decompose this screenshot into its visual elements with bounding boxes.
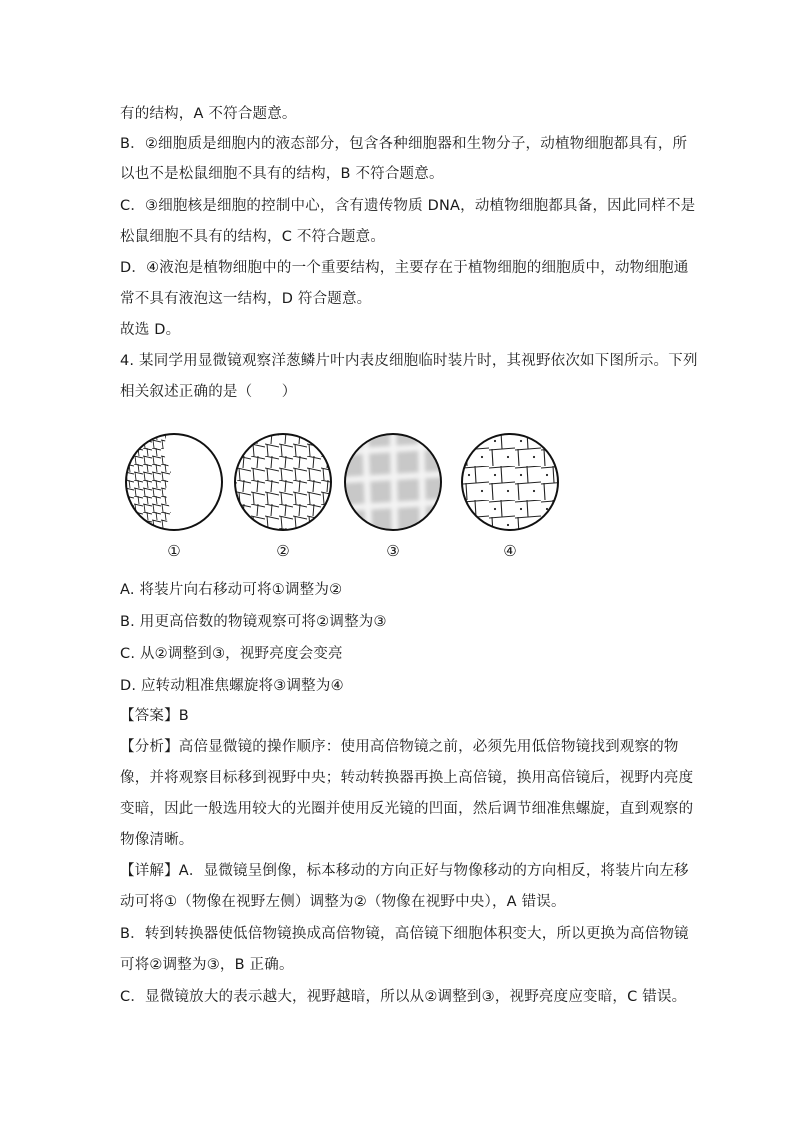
figure-label-3: ③ <box>386 542 400 560</box>
figure-label-1: ① <box>167 542 181 560</box>
prev-option-c-line2: 松鼠细胞不具有的结构，C 不符合题意。 <box>120 229 386 245</box>
analysis-line4: 物像清晰。 <box>120 832 194 848</box>
option-c: C. 从②调整到③，视野亮度会变亮 <box>120 646 343 662</box>
question-stem-line1: 4. 某同学用显微镜观察洋葱鳞片叶内表皮细胞临时装片时，其视野依次如下图所示。下列 <box>120 353 698 369</box>
prev-option-d-line1: D．④液泡是植物细胞中的一个重要结构，主要存在于植物细胞的细胞质中，动物细胞通 <box>120 260 689 276</box>
option-b: B. 用更高倍数的物镜观察可将②调整为③ <box>120 614 387 630</box>
option-a: A. 将装片向右移动可将①调整为② <box>120 582 343 598</box>
answer-line: 【答案】B <box>120 708 189 724</box>
field-2 <box>233 432 333 532</box>
field-3 <box>343 432 445 532</box>
figure-label-4: ④ <box>503 542 517 560</box>
option-d: D. 应转动粗准焦螺旋将③调整为④ <box>120 678 344 694</box>
field-1 <box>125 432 222 532</box>
detail-a-line1: 【详解】A．显微镜呈倒像，标本移动的方向正好与物像移动的方向相反，将装片向左移 <box>120 863 689 879</box>
detail-c-line1: C．显微镜放大的表示越大，视野越暗，所以从②调整到③，视野亮度应变暗，C 错误。 <box>120 989 687 1005</box>
analysis-line1: 【分析】高倍显微镜的操作顺序：使用高倍物镜之前，必须先用低倍物镜找到观察的物 <box>120 739 679 755</box>
detail-b-line1: B．转到转换器使低倍物镜换成高倍物镜，高倍镜下细胞体积变大，所以更换为高倍物镜 <box>120 926 689 942</box>
question-stem-line2: 相关叙述正确的是（ ） <box>120 384 297 400</box>
prev-a-tail: 有的结构，A 不符合题意。 <box>120 106 297 122</box>
analysis-line3: 变暗，因此一般选用较大的光圈并使用反光镜的凹面，然后调节细准焦螺旋，直到观察的 <box>120 801 694 817</box>
detail-b-line2: 可将②调整为③，B 正确。 <box>120 957 294 973</box>
analysis-line2: 像，并将观察目标移到视野中央；转动转换器再换上高倍镜，换用高倍镜后，视野内亮度 <box>120 770 694 786</box>
field-4 <box>460 432 560 532</box>
figure-label-2: ② <box>276 542 290 560</box>
prev-option-c-line1: C．③细胞核是细胞的控制中心，含有遗传物质 DNA，动植物细胞都具备，因此同样不是 <box>120 198 696 214</box>
detail-a-line2: 动可将①（物像在视野左侧）调整为②（物像在视野中央），A 错误。 <box>120 894 566 910</box>
prev-option-d-line2: 常不具有液泡这一结构，D 符合题意。 <box>120 291 372 307</box>
prev-option-b-line1: B．②细胞质是细胞内的液态部分，包含各种细胞器和生物分子，动植物细胞都具有，所 <box>120 136 688 152</box>
microscope-fields-figure <box>125 432 565 567</box>
microscope-views-svg <box>125 432 565 532</box>
prev-choice: 故选 D。 <box>120 322 181 338</box>
prev-option-b-line2: 以也不是松鼠细胞不具有的结构，B 不符合题意。 <box>120 166 444 182</box>
